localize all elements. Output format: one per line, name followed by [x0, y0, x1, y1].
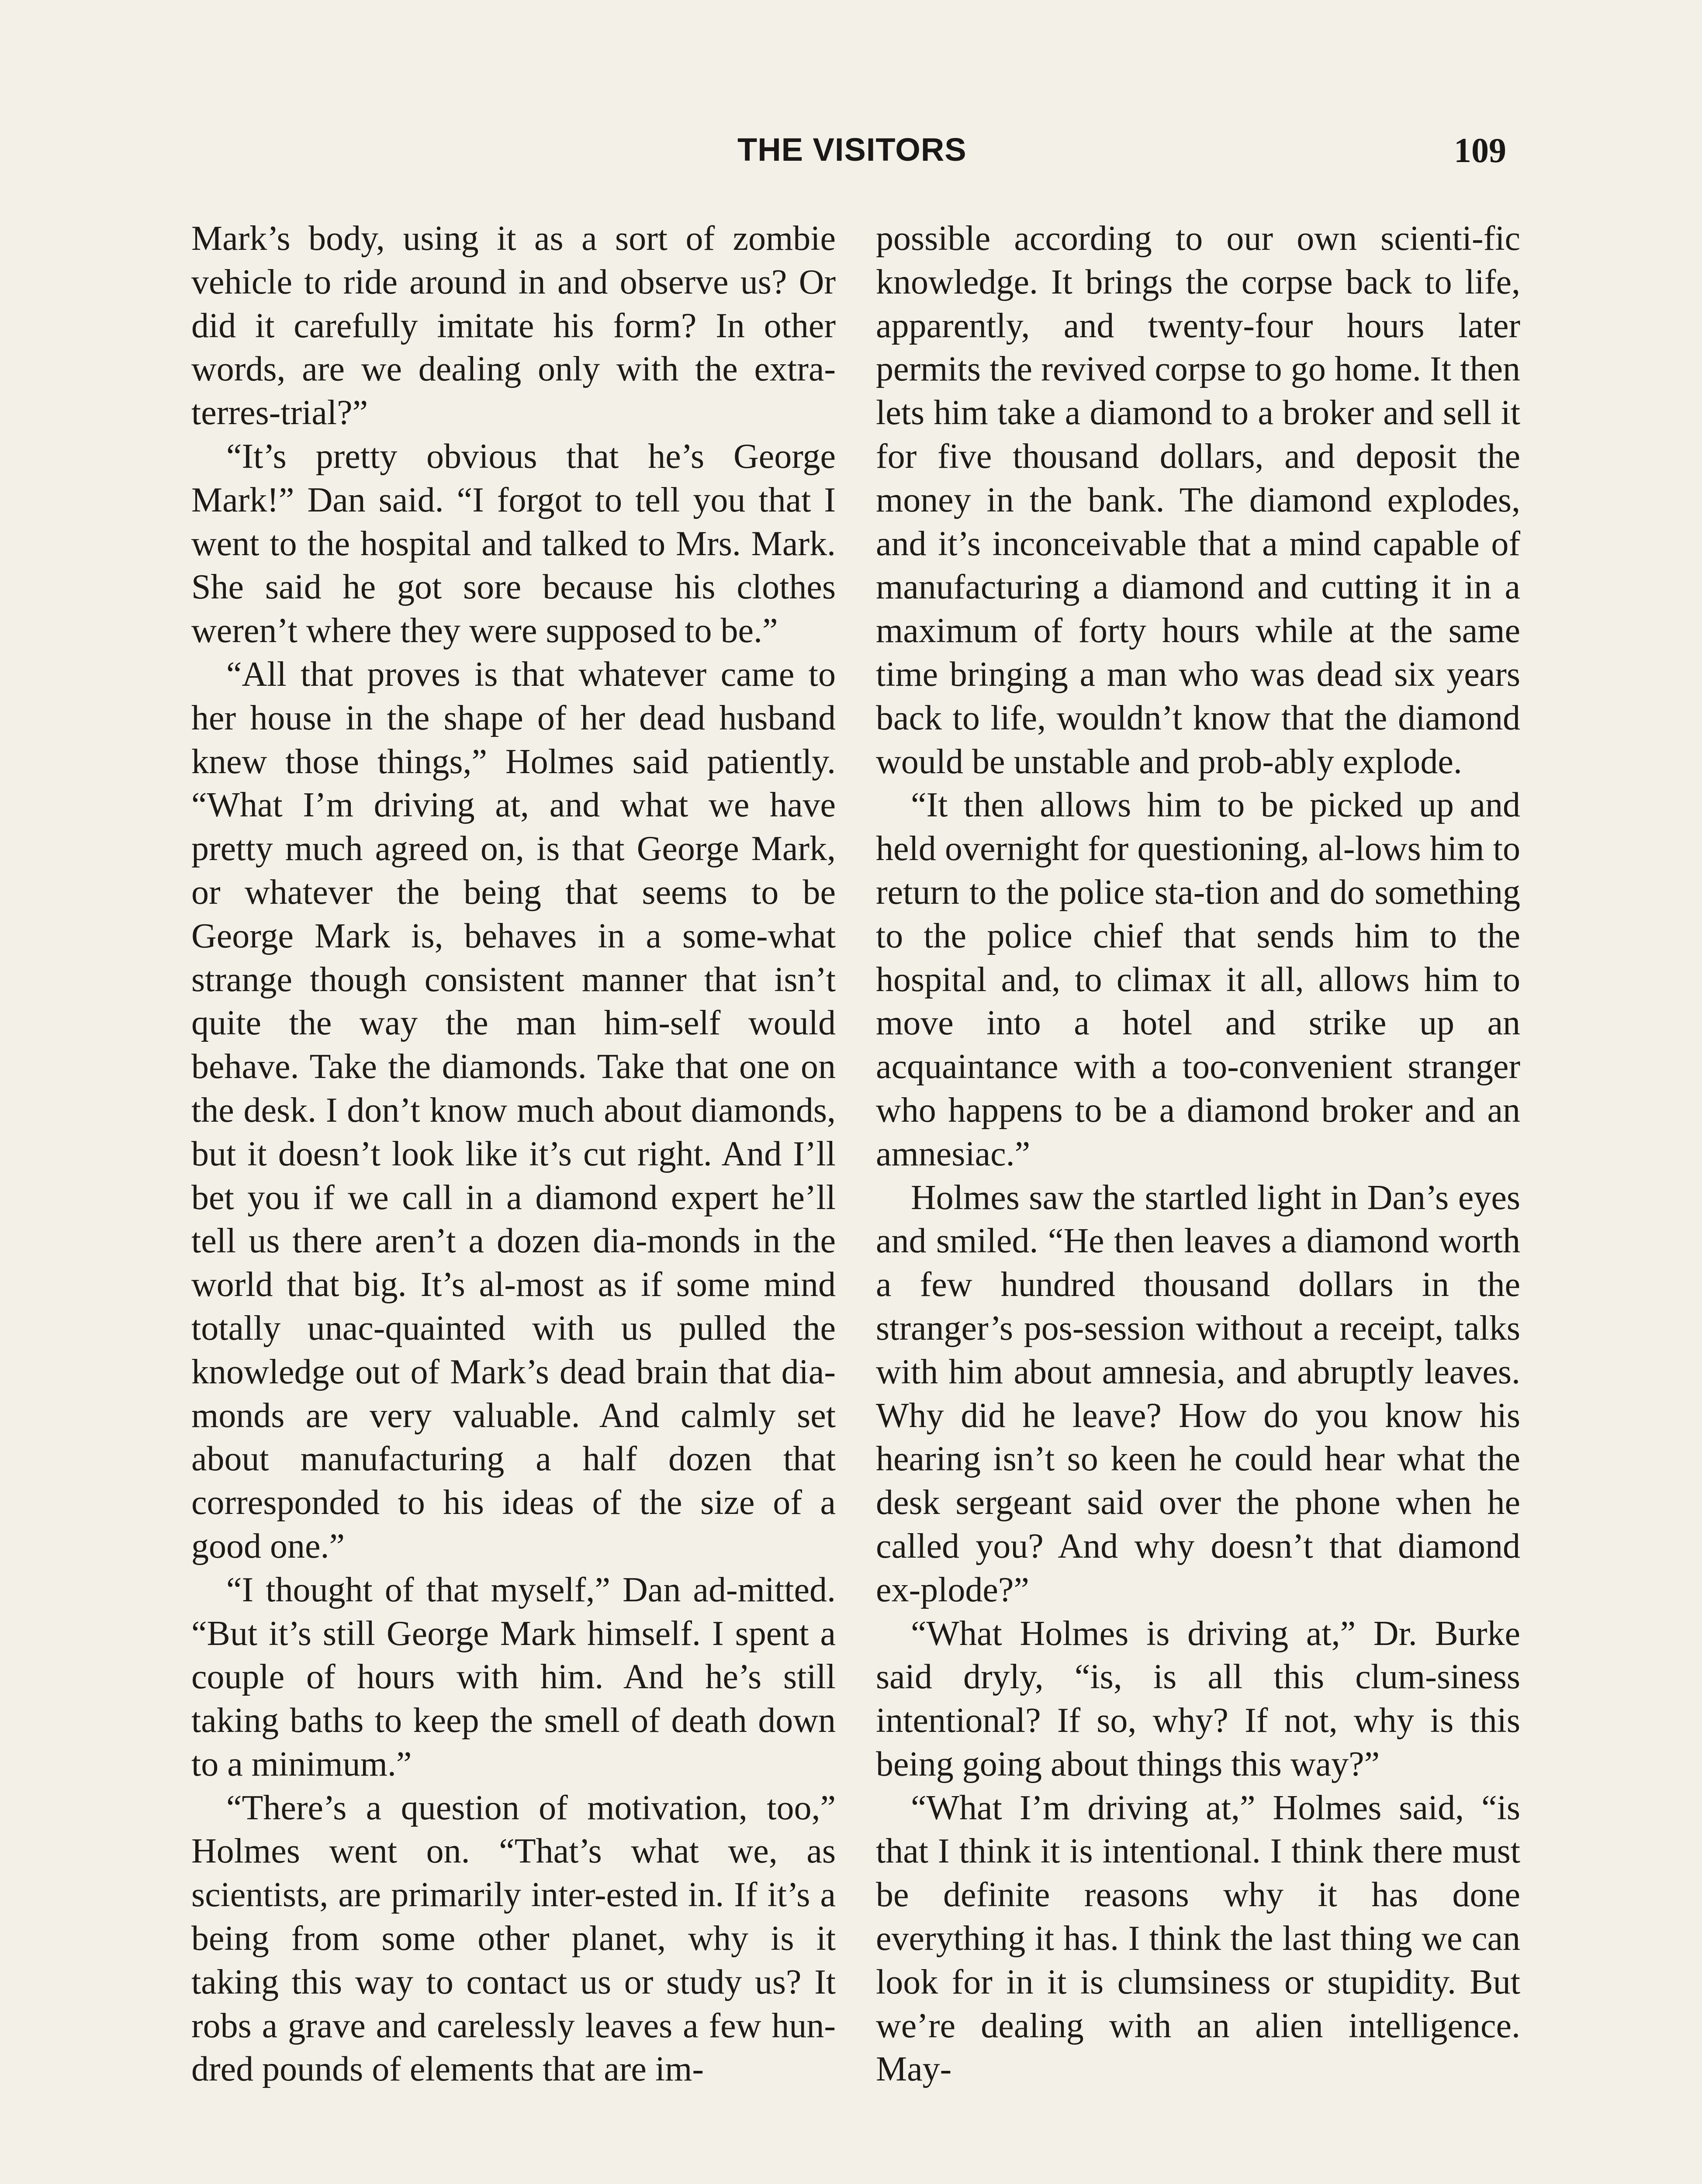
- text-column-right: [876, 217, 1520, 2091]
- paragraph: “It then allows him to be picked up and held overnight for questioning, al-lows him to return to the police sta-tion and do something to the police chief that sends him to the hospital and, to climax it all, allows him to move into a hotel and strike up an acquaintance with a too-convenient stranger who happens to be a diamond broker and an amnesiac.”: [876, 786, 1520, 1173]
- paragraph: “All that proves is that whatever came to her house in the shape of her dead husband knew those things,” Holmes said patiently. “What I’m driving at, and what we have pretty much agreed on, is that George Mark, or whatever the being that seems to be George Mark is, behaves in a some-what strange though consistent manner that isn’t quite the way the man him-self would behave. Take the diamonds. Take that one on the desk. I don’t know much about diamonds, but it doesn’t look like it’s cut right. And I’ll bet you if we call in a diamond expert he’ll tell us there aren’t a dozen dia-monds in the world that big. It’s al-most as if some mind totally unac-quainted with us pulled the knowledge out of Mark’s dead brain that dia-monds are very valuable. And calmly set about manufacturing a half dozen that corresponded to his ideas of the size of a good one.”: [191, 655, 836, 1565]
- text-column-left: [191, 217, 836, 2091]
- paragraph: “There’s a question of motivation, too,” Holmes went on. “That’s what we, as scientists, are primarily inter-ested in. If it’s a being from some other planet, why is it taking this way to contact us or study us? It robs a grave and carelessly leaves a few hun-dred pounds of elements that are im-: [191, 1788, 836, 2089]
- page-number: 109: [1454, 131, 1506, 170]
- paragraph: “What Holmes is driving at,” Dr. Burke said dryly, “is, is all this clum-siness intentional? If so, why? If not, why is this being going about things this way?”: [876, 1614, 1520, 1783]
- paragraph: possible according to our own scienti-fic knowledge. It brings the corpse back to life, apparently, and twenty-four hours later permits the revived corpse to go home. It then lets him take a diamond to a broker and sell it for five thousand dollars, and deposit the money in the bank. The diamond explodes, and it’s inconceivable that a mind capable of manufacturing a diamond and cutting it in a maximum of forty hours while at the same time bringing a man who was dead six years back to life, wouldn’t know that the diamond would be unstable and prob-ably explode.: [876, 219, 1520, 781]
- paragraph: “I thought of that myself,” Dan ad-mitted. “But it’s still George Mark himself. I spent a couple of hours with him. And he’s still taking baths to keep the smell of death down to a minimum.”: [191, 1570, 836, 1783]
- paragraph: “What I’m driving at,” Holmes said, “is that I think it is intentional. I think there must be definite reasons why it has done everything it has. I think the last thing we can look for in it is clumsiness or stupidity. But we’re dealing with an alien intelligence. May-: [876, 1788, 1520, 2089]
- paragraph: “It’s pretty obvious that he’s George Mark!” Dan said. “I forgot to tell you that I went to the hospital and talked to Mrs. Mark. She said he got sore because his clothes weren’t where they were supposed to be.”: [191, 437, 836, 650]
- paragraph: Mark’s body, using it as a sort of zombie vehicle to ride around in and observe us? Or did it carefully imitate his form? In other words, are we dealing only with the extra-terres-trial?”: [191, 219, 836, 432]
- running-title: THE VISITORS: [737, 131, 967, 168]
- paragraph: Holmes saw the startled light in Dan’s eyes and smiled. “He then leaves a diamond worth a few hundred thousand dollars in the stranger’s pos-session without a receipt, talks with him about amnesia, and abruptly leaves. Why did he leave? How do you know his hearing isn’t so keen he could hear what the desk sergeant said over the phone when he called you? And why doesn’t that diamond ex-plode?”: [876, 1178, 1520, 1609]
